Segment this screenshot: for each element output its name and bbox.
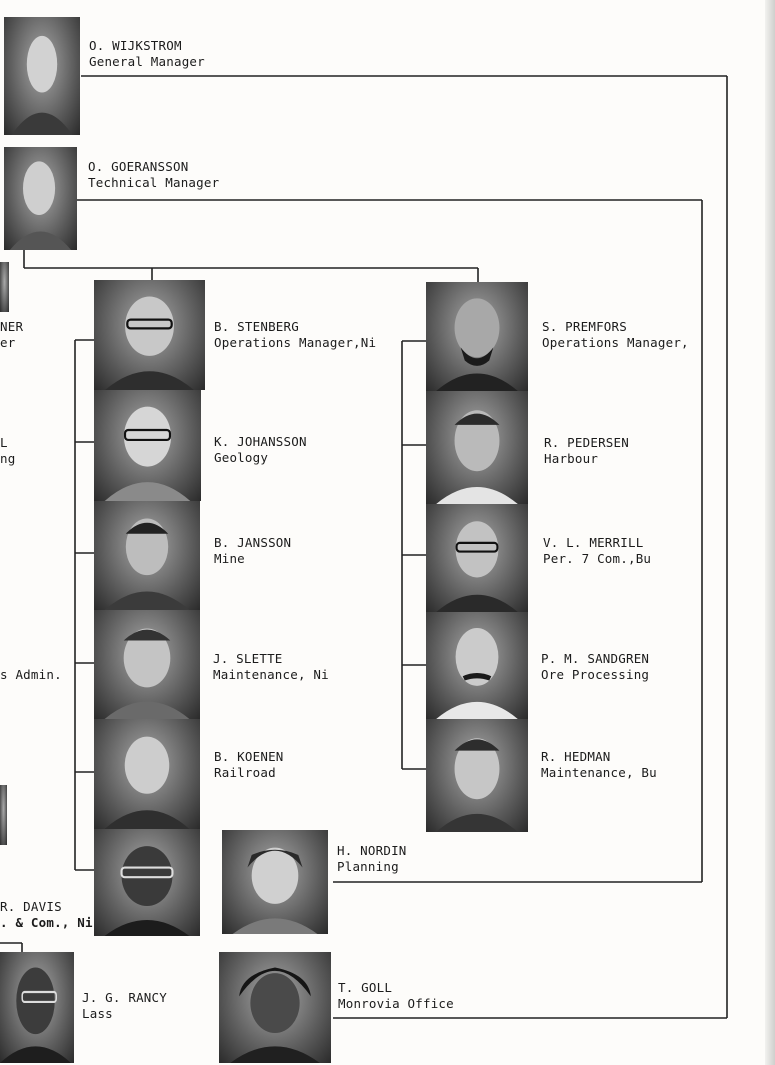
person-name: B. STENBERG: [214, 319, 299, 334]
wijkstrom-label: [89, 38, 205, 69]
jansson-label: [214, 535, 291, 566]
premfors-photo: [426, 282, 528, 391]
person-name: B. JANSSON: [214, 535, 292, 550]
person-name: O. GOERANSSON: [88, 159, 189, 174]
jansson-photo: [94, 501, 200, 610]
merrill-photo: [426, 504, 528, 612]
pedersen-label: [544, 435, 629, 466]
goll-label: [338, 980, 454, 1011]
person-name: J. G. RANCY: [82, 990, 167, 1005]
stenberg-photo: [94, 280, 205, 390]
rancy-label: [82, 990, 167, 1021]
goeransson-photo: [4, 147, 77, 250]
goll-photo: [219, 952, 331, 1063]
cut-label-c: s Admin.: [0, 667, 62, 682]
person-title: Maintenance, Bu: [541, 764, 657, 780]
hedman-photo: [426, 719, 528, 832]
person-name: P. M. SANDGREN: [541, 651, 650, 666]
person-title: Operations Manager,: [542, 334, 689, 350]
person-name: V. L. MERRILL: [543, 535, 644, 550]
nordin-photo: [222, 830, 328, 934]
cut-label-davis: R. DAVIS . & Com., Ni: [0, 899, 93, 930]
person-title: Railroad: [214, 764, 276, 780]
person-title: Monrovia Office: [338, 995, 454, 1011]
person-title: Planning: [337, 858, 399, 874]
person-name: H. NORDIN: [337, 843, 407, 858]
person-title: Technical Manager: [88, 174, 220, 190]
page-edge: [765, 0, 775, 1065]
person-name: T. GOLL: [338, 980, 393, 995]
person-title: Mine: [214, 550, 245, 566]
person-title: General Manager: [89, 53, 205, 69]
person-title: Maintenance, Ni: [213, 666, 329, 682]
johansson-photo: [94, 390, 201, 501]
cut-label-a: NER er: [0, 319, 24, 350]
person-title: Harbour: [544, 450, 599, 466]
cut-photo: [0, 262, 9, 312]
merrill-label: [543, 535, 651, 566]
koenen-photo: [94, 719, 200, 829]
johansson-label: [214, 434, 307, 465]
cut-label-b: L ng: [0, 435, 16, 466]
stenberg-label: [214, 319, 376, 350]
person-name: K. JOHANSSON: [214, 434, 307, 449]
person-name: O. WIJKSTROM: [89, 38, 182, 53]
sandgren-photo: [426, 612, 528, 719]
hedman-label: [541, 749, 657, 780]
slette-photo: [94, 610, 200, 719]
person-title: Geology: [214, 449, 269, 465]
person-title: Per. 7 Com.,Bu: [543, 550, 652, 566]
nordin-label: [337, 843, 407, 874]
person-name: J. SLETTE: [213, 651, 283, 666]
premfors-label: [542, 319, 689, 350]
wijkstrom-photo: [4, 17, 80, 135]
goeransson-label: [88, 159, 219, 190]
person-title: Ore Processing: [541, 666, 650, 682]
davis-photo: [94, 829, 200, 936]
rancy-photo: [0, 952, 74, 1063]
sandgren-label: [541, 651, 649, 682]
slette-label: [213, 651, 329, 682]
pedersen-photo: [426, 391, 528, 504]
person-name: R. PEDERSEN: [544, 435, 629, 450]
person-title: Operations Manager,Ni: [214, 334, 377, 350]
person-title: Lass: [82, 1005, 113, 1021]
person-name: S. PREMFORS: [542, 319, 627, 334]
cut-photo: [0, 785, 7, 845]
person-name: R. HEDMAN: [541, 749, 611, 764]
person-name: B. KOENEN: [214, 749, 284, 764]
koenen-label: [214, 749, 284, 780]
